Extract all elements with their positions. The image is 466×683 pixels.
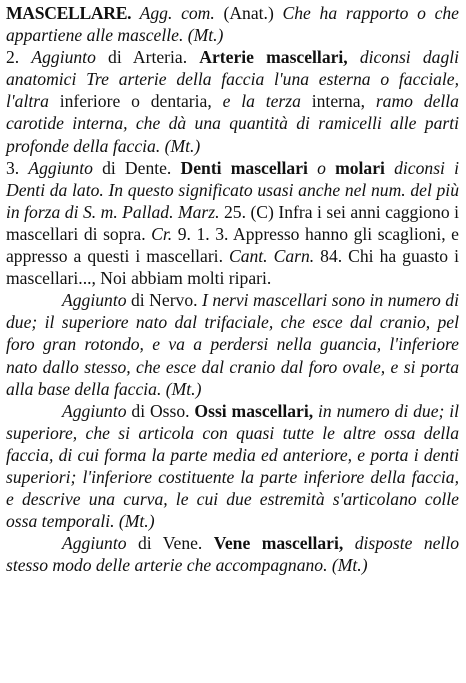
- italic-text: e si porta alla base della faccia. (Mt.): [6, 356, 459, 399]
- italic-text: Aggiunto: [28, 157, 103, 178]
- entry-section: [6, 46, 459, 156]
- bold-term: molari: [335, 157, 395, 178]
- bold-term: Ossi mascellari,: [194, 400, 319, 421]
- entry-section: [6, 157, 459, 290]
- italic-text: Aggiunto: [62, 290, 131, 311]
- italic-text: Cant. Carn.: [228, 246, 321, 267]
- italic-text: Agg. com.: [131, 3, 224, 23]
- italic-text: disposte nello stesso modo delle arterie che accompagnano. (Mt.): [6, 533, 460, 576]
- italic-text: o: [317, 157, 336, 178]
- plain-text: di Arteria.: [108, 47, 200, 68]
- bold-term: Denti mascellari: [180, 157, 318, 178]
- plain-text: (Anat.): [223, 3, 283, 23]
- italic-text: Aggiunto: [31, 47, 109, 68]
- plain-text: di Osso.: [131, 400, 195, 421]
- plain-text: 3.: [6, 157, 29, 178]
- italic-text: diconsi i Denti da lato. In questo significato usasi anche nel num. del più in forza di S. m. Pallad. Marz.: [6, 157, 459, 222]
- italic-text: Aggiunto: [62, 533, 138, 554]
- bold-term: Vene mascellari,: [213, 533, 355, 554]
- entry-sections: [6, 46, 459, 576]
- plain-text: 9. 1. 3. Appresso hanno gli scaglioni, e appresso a questi i mascellari.: [6, 223, 459, 267]
- entry-intro: [6, 2, 459, 46]
- entry-section: [6, 400, 459, 533]
- plain-text: di Dente.: [102, 157, 181, 178]
- plain-text: inferiore o dentaria,: [59, 91, 223, 112]
- italic-text: in numero di due; il superiore, che si articola con quasi tutte le altre ossa della faccia, di cui forma la parte media ed anteriore, e porta i denti superiori; l'inferiore costituente la parte inferiore della faccia, e descrive una curva, le cui due estremità s'articolano colle ossa temporali. (Mt.): [6, 400, 460, 532]
- italic-text: Cr.: [151, 223, 178, 244]
- italic-text: I nervi mascellari sono in numero di due; il superiore nato dal trifaciale, che esce dal cranio, pel foro gran rotondo, e va a perdersi nella guancia, l'inferiore nato dallo stesso, che esce dal cranio dal foro ovale,: [6, 290, 459, 377]
- italic-text: diconsi dagli anatomici Tre arterie della faccia l'una esterna o facciale, l'altra: [6, 47, 460, 112]
- plain-text: 25. (C) Infra i sei anni caggiono i mascellari di sopra.: [6, 201, 459, 244]
- italic-text: Aggiunto: [62, 400, 132, 421]
- plain-text: di Nervo.: [131, 290, 203, 311]
- italic-text: e la terza: [222, 91, 312, 112]
- italic-text: Che ha rapporto o che appartiene alle mascelle. (Mt.): [6, 3, 459, 46]
- plain-text: di Vene.: [137, 533, 214, 554]
- entry-section: [6, 289, 459, 399]
- plain-text: 84. Chi ha guasto i mascellari..., Noi abbiam molti ripari.: [6, 246, 459, 289]
- plain-text: interna,: [311, 91, 376, 112]
- entry-section: [6, 532, 459, 576]
- entry-headword: MASCELLARE.: [6, 3, 132, 23]
- bold-term: Arterie mascellari,: [199, 47, 360, 68]
- plain-text: 2.: [6, 47, 32, 68]
- italic-text: ramo della carotide interna, che dà una quantità di ramicelli alle parti profonde della faccia. (Mt.): [6, 91, 459, 156]
